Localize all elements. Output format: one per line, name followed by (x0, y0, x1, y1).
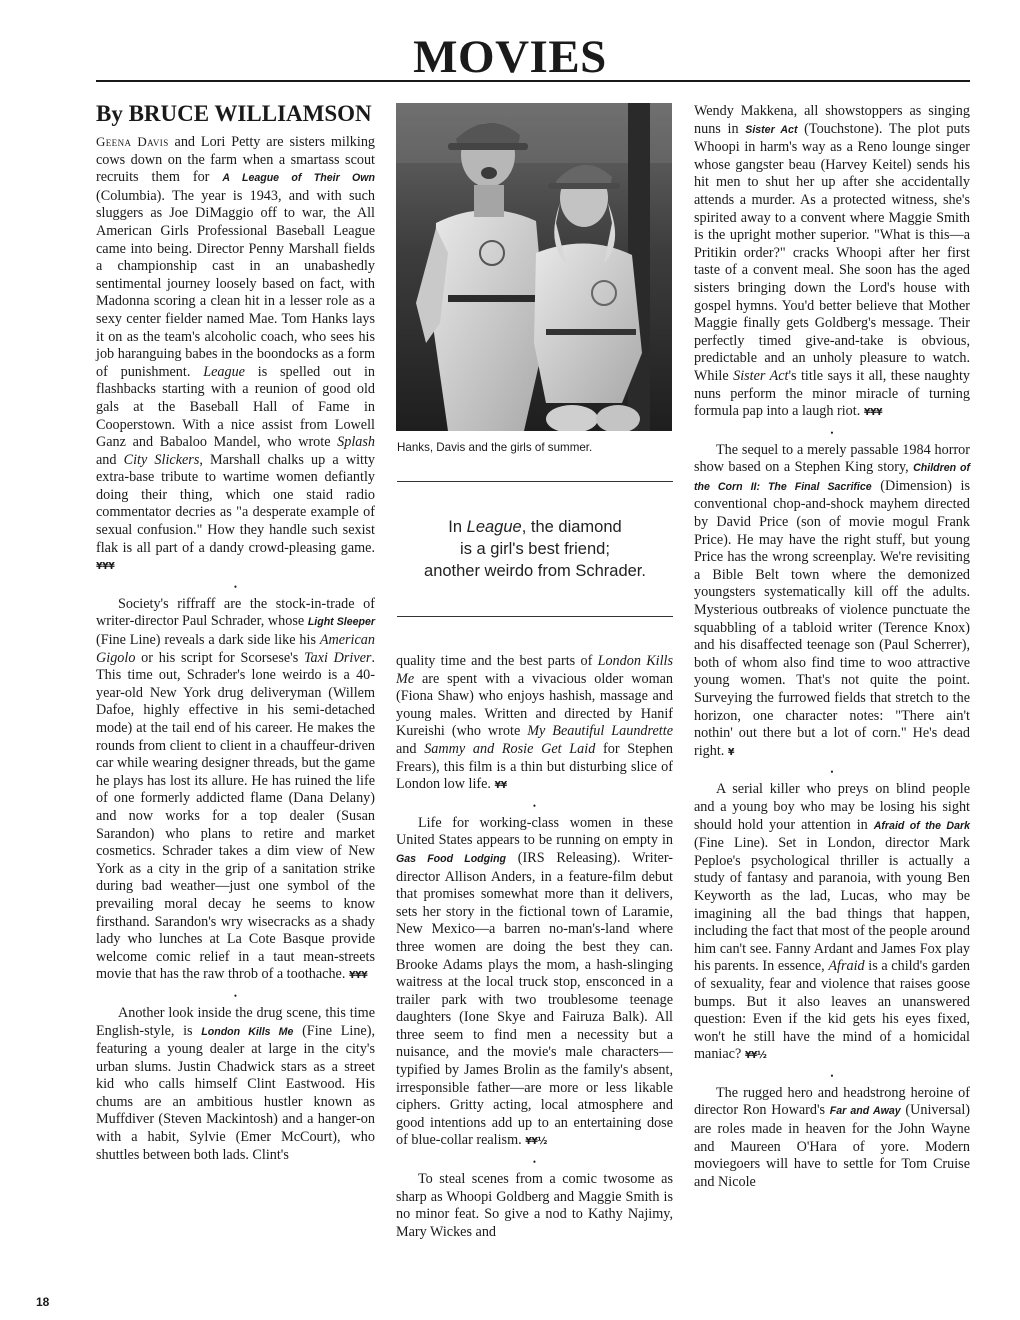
italic-title: Taxi Driver (303, 649, 372, 666)
movie-title: Sister Act (745, 123, 798, 136)
review-children-of-the-corn (694, 442, 970, 762)
italic-title: London Kills Me (396, 653, 673, 687)
italic-title: Afraid (828, 958, 865, 975)
section-bullet: • (233, 581, 238, 592)
review-gas-food-lodging (396, 815, 673, 1151)
text: A serial killer who preys on blind people and a young boy who may be losing his sight should hold your attention in (694, 781, 970, 833)
text: Society's riffraff are the stock-in-trade of writer-director Paul Schrader, whose (96, 595, 375, 630)
rating-icon: ¥¥¥ (348, 970, 368, 982)
text: (Fine Line). Set in London, director Mark Peploe's psychological thriller is actually a study of fantasy and paranoia, with young Ben Keyworth as the lad, Lucas, who may be imagining all the bad things that happen, including the fact that most of the people around him can't see. Fanny Ardant and James Fox play his parents. In essence, (694, 835, 970, 975)
text: is spelled out in flashbacks starting with a reunion of good old gals at the Baseball Hall of Fame in Cooperstown. With a nice assist from Lowell Ganz and Babaloo Mandel, who wrote (96, 363, 375, 451)
rating-icon: ¥¥ (494, 780, 507, 792)
text: are spent with a vivacious older woman (Fiona Shaw) who enjoys hashish, massage and young males. Written and directed by Hanif Kureishi (who wrote (396, 670, 673, 740)
rating-icon: ¥¥¥ (863, 407, 883, 419)
review-london-kills-me-cont (396, 653, 673, 795)
pull-quote-line-3: another weirdo from Schrader. (424, 562, 646, 580)
section-bullet: • (532, 800, 537, 811)
review-london-kills-me (96, 1005, 375, 1164)
text: (Fine Line), featuring a young dealer at large in the city's urban slums. Justin Chadwick stars as a street kid who calls himself Clint Eastwood. His chums are an ambitious hustler known as Muffdiver (Steven Mackintosh) and a hanger-on with a habit, Sylvie (Emer McCourt), who shuttles between both lads. Clint's (96, 1022, 375, 1163)
text: and (96, 451, 124, 468)
text: Wendy Makkena, all showstoppers as singing nuns in (694, 103, 970, 137)
text: (Touchstone). The plot puts Whoopi in harm's way as a Reno lounge singer whose gangster beau (Harvey Keitel) sends his hit men to shut her up after she accidentally attends a murder. As a protected witness, she's spirited away to a convent where Maggie Smith is the upright mother superior. "What is this—a Pritikin order?" cracks Whoopi after her first taste of a convent meal. She soon has the aged sisters bringing down the Lord's house with gospel hymns. You'd better believe that Mother Maggie finally gets Goldberg's message. Their perfectly timed give-and-take is obvious, predictable and an unholy pleasure to watch. While (694, 120, 970, 384)
section-bullet: • (830, 427, 834, 438)
text: In (448, 518, 467, 536)
review-far-and-away (694, 1085, 970, 1192)
review-league (96, 133, 375, 576)
column-1 (96, 101, 375, 1164)
text: and Lori Petty are sisters milking cows down on the farm when a smartass scout recruits them for (96, 134, 376, 186)
movie-title: Children of the Corn II: The Final Sacrifice (694, 462, 970, 493)
movie-still-photo (396, 103, 672, 431)
text: The rugged hero and headstrong heroine of director Ron Howard's (694, 1084, 970, 1119)
section-bullet: • (532, 1157, 537, 1168)
text: To steal scenes from a comic twosome as sharp as Whoopi Goldberg and Maggie Smith is no minor feat. So give a nod to Kathy Najimy, Mary Wickes and (396, 1171, 673, 1240)
text: (IRS Releasing). Writer-director Allison Anders, in a feature-film debut that promises somewhat more than it delivers, sets her story in the fictional town of Laramie, New Mexico—a barren no-man's-land where three women are doing the best they can. Brooke Adams plays the mom, a hash-slinging waitress at the local truck stop, ensconced in a trailer park with two troublesome teenage daughters (Ione Skye and Fairuza Balk). All three seem to find men a necessity but a nuisance, and the movie's male characters—typified by James Brolin as the family's absent, irresponsible father—are more or less likable ciphers. Gritty acting, local atmosphere and good intentions add up to an entertaining dose of blue-collar realism. (396, 849, 673, 1149)
movie-title: Afraid of the Dark (873, 819, 970, 832)
text: , the diamond (521, 518, 622, 536)
text: Life for working-class women in these United States appears to be running on empty in (396, 814, 673, 849)
text: for Stephen Frears), this film is a thin but disturbing slice of London low life. (396, 740, 673, 793)
text: 's title says it all, these naughty nuns perform the minor miracle of turning formula pap into a laugh riot. (694, 367, 971, 420)
italic-title: Splash (337, 434, 375, 451)
text: Another look inside the drug scene, this time English-style, is (96, 1004, 375, 1039)
text: and (396, 740, 425, 757)
review-light-sleeper (96, 596, 375, 985)
section-bullet: • (233, 990, 238, 1001)
text: is a child's garden of sexuality, fear and violence that raises goose bumps. But it also leaves an unanswered question: Even if the kid gets his eyes fixed, won't he still have the mind of a homicidal maniac? (694, 958, 970, 1063)
movie-title: Gas Food Lodging (396, 852, 507, 865)
column-3 (694, 103, 970, 1191)
italic-title: Sammy and Rosie Get Laid (424, 740, 596, 757)
text: , Marshall chalks up a witty extra-base tribute to wartime women defiantly doing their thing, which one staid radio commentator decries as "a desperate example of sexual confusion." How they handle such sexist flak is all part of a dandy crowd-pleasing game. (96, 451, 375, 556)
pull-quote (397, 516, 673, 582)
movie-title: Far and Away (829, 1105, 901, 1118)
italic-title: My Beautiful Laundrette (527, 723, 673, 740)
text: . This time out, Schrader's lone weirdo is a 40-year-old New York drug deliveryman (Willem Dafoe, highly effective in his semi-detached mode) at the tail end of his career. He makes the rounds from client to client in a chauffeur-driven car while wearing designer threads, but the game he plays has lost its allure. He has ruined the life of one formerly addicted flame (Dana Delany) and now works for a top dealer (Susan Sarandon) who plans to retire and market cosmetics. Schrader takes a dim view of New York as a city in the grip of a sanitation strike during bad weather—just one symbol of the prevailing moral decay he seems to know firsthand. Sarandon's wry wisecracks as a shady lady who lunches at La Cote Basque provide welcome comic relief in a taut mean-streets movie that has the raw throb of a toothache. (96, 649, 375, 983)
movie-title: London Kills Me (201, 1025, 294, 1038)
italic-title: Sister Act (733, 367, 789, 384)
text: (Universal) are roles made in heaven for the John Wayne and Maureen O'Hara of yore. Modern moviegoers will have to settle for Tom Cruise and Nicole (694, 1102, 970, 1190)
rating-icon: ¥ (727, 746, 735, 758)
page-number: 18 (36, 1295, 50, 1309)
italic-title: American Gigolo (96, 632, 375, 666)
italic-title: City Slickers (123, 451, 200, 468)
review-afraid-of-the-dark (694, 781, 970, 1065)
text: (Columbia). The year is 1943, and with such sluggers as Joe DiMaggio off to war, the All American Girls Professional Baseball League came into being. Director Penny Marshall fields a championship cast in an unabashedly sentimental journey loosely based on fact, with Madonna scoring a clean hit in a lesser role as a sexy center fielder named Mae. Tom Hanks lays it on as the team's alcoholic coach, who sees his job haranguing babes in the boondocks as a form of punishment. (96, 187, 375, 380)
text: (Fine Line) reveals a dark side like his (96, 632, 320, 649)
rating-icon: ¥¥¥ (96, 561, 115, 573)
column-2 (396, 653, 673, 1241)
rating-icon: ¥¥½ (525, 1136, 547, 1148)
photo-illustration (396, 103, 672, 431)
pull-quote-rule-bottom (397, 616, 673, 617)
text: The sequel to a merely passable 1984 horror show based on a Stephen King story, (694, 441, 970, 476)
section-bullet: • (830, 1070, 834, 1081)
rating-icon: ¥¥½ (744, 1050, 767, 1062)
lead-in: Geena Davis (96, 134, 169, 149)
pull-quote-line-2: is a girl's best friend; (460, 540, 610, 558)
pull-quote-line-1 (397, 516, 673, 538)
pull-quote-rule-top (397, 481, 673, 482)
italic-title: League (466, 518, 522, 536)
header-rule (96, 80, 970, 82)
text: (Dimension) is conventional chop-and-shock mayhem directed by David Price (son of movie mogul Frank Price). He may have the right stuff, but young Price has the wrong screenplay. We're revisiting a Bible Belt town where the demonized youngsters systematically kill off the adults. Mysterious outbreaks of violence punctuate the squabbling of a tabloid writer (Terence Knox) and his disaffected teenage son (Paul Scherrer), both of whom also find time to woo attractive young women. That's not quite the point. Surveying the furrowed fields that stretch to the horizon, one character notes: "There ain't nothin' out there but a lot of corn." He's dead right. (694, 477, 970, 759)
review-sister-act (396, 1171, 673, 1241)
section-bullet: • (830, 767, 834, 778)
movie-title: A League of Their Own (222, 172, 375, 185)
italic-title: League (203, 363, 245, 380)
section-title: MOVIES (413, 31, 607, 83)
photo-caption: Hanks, Davis and the girls of summer. (397, 441, 593, 454)
byline: By BRUCE WILLIAMSON (96, 101, 372, 126)
text: or his script for Scorsese's (135, 649, 304, 666)
movie-title: Light Sleeper (307, 616, 375, 629)
text: quality time and the best parts of (396, 653, 598, 669)
review-sister-act-cont (694, 103, 970, 422)
